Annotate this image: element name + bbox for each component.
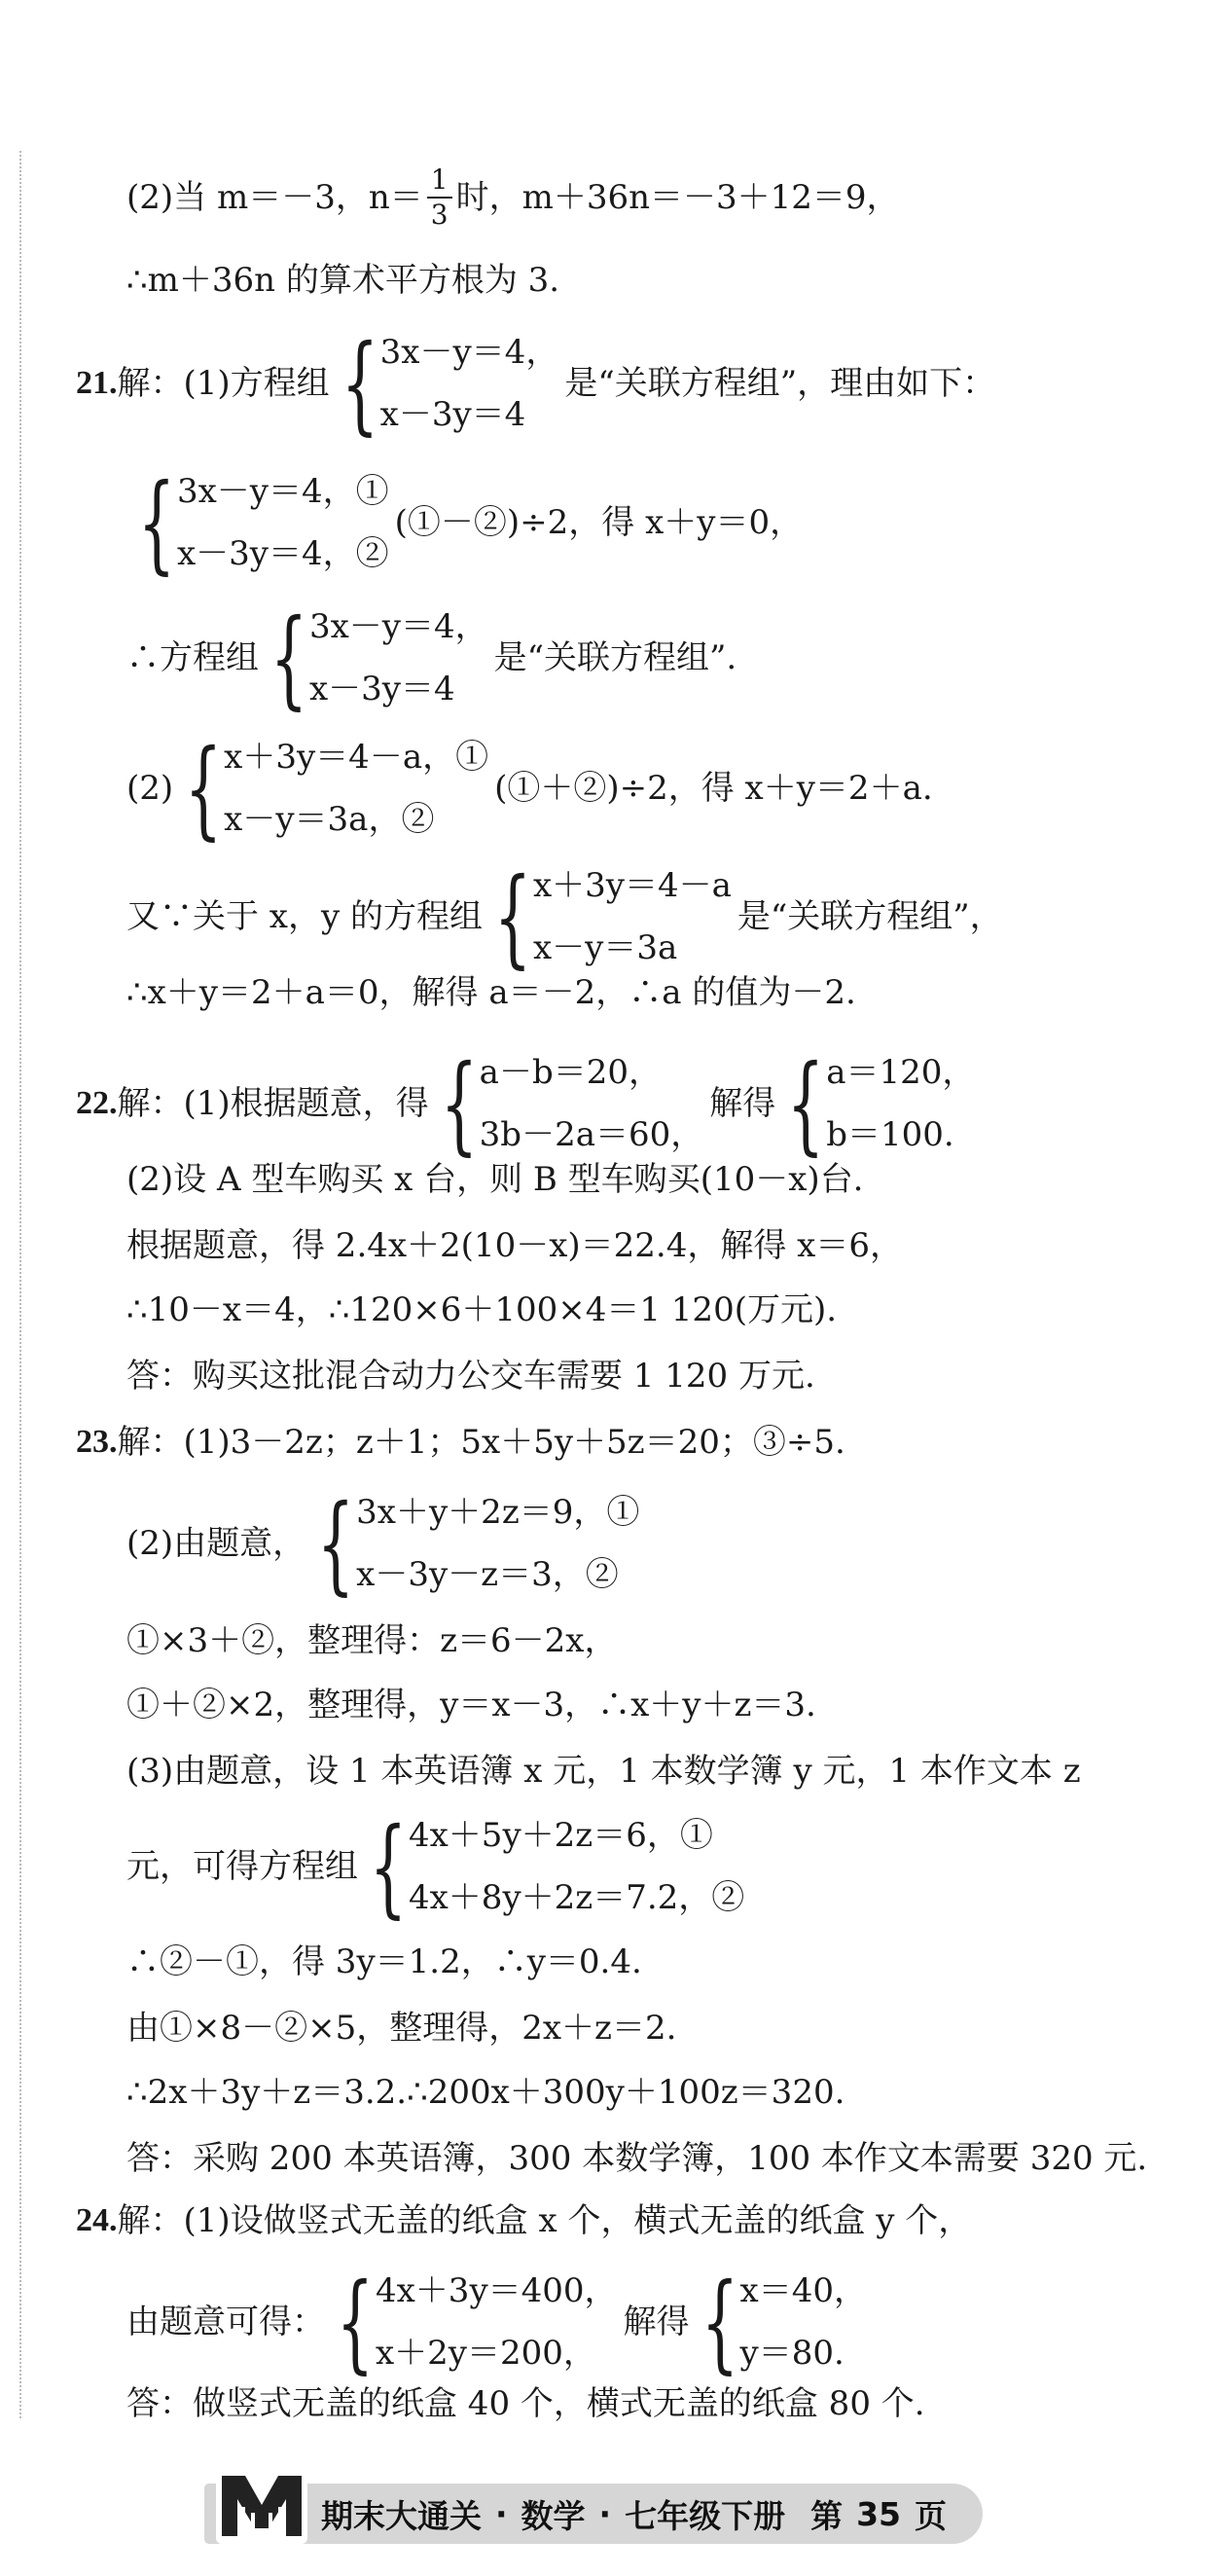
fraction-one-third: $\frac{1}{3}$: [427, 163, 452, 232]
left-brace-icon: {: [316, 1481, 355, 1606]
q21-line-6: ∴x＋y＝2＋a＝0，解得 a＝－2，∴a 的值为－2.: [126, 973, 856, 1012]
q23-line-3: ①×3＋②，整理得：z＝6－2x，: [126, 1621, 618, 1660]
question-number-21: 21.: [76, 365, 118, 401]
equation-system: { 4x＋5y＋2z＝6，① 4x＋8y＋2z＝7.2，②: [369, 1804, 745, 1929]
publisher-logo-icon: [208, 2452, 315, 2550]
q23-line-5: (3)由题意，设 1 本英语簿 x 元，1 本数学簿 y 元，1 本作文本 z: [126, 1752, 1081, 1791]
question-number-24: 24.: [76, 2202, 118, 2238]
q23-line-4: ①＋②×2，整理得，y＝x－3，∴x＋y＋z＝3.: [126, 1686, 816, 1724]
footer-grade: 七年级下册: [625, 2496, 786, 2535]
solution-system: { a＝120， b＝100.: [786, 1041, 976, 1166]
question-number-22: 22.: [76, 1085, 118, 1121]
q22-line-3: 根据题意，得 2.4x＋2(10－x)＝22.4，解得 x＝6，: [126, 1226, 903, 1265]
left-brace-icon: {: [701, 2260, 738, 2384]
q22-line-2: (2)设 A 型车购买 x 台，则 B 型车购买(10－x)台.: [126, 1160, 864, 1199]
footer-book-title: 期末大通关: [321, 2496, 482, 2535]
left-brace-icon: {: [270, 596, 308, 720]
question-number-23: 23.: [76, 1424, 118, 1460]
footer-page-number: 35: [856, 2494, 902, 2533]
q23-line-8: 由①×8－②×5，整理得，2x＋z＝2.: [126, 2009, 677, 2048]
q22-line-1: 22. 解：(1)根据题意，得 { a－b＝20， 3b－2a＝60， 解得 { a＝120， b＝100.: [76, 1041, 976, 1166]
q23-line-6: 元，可得方程组 { 4x＋5y＋2z＝6，① 4x＋8y＋2z＝7.2，②: [126, 1804, 745, 1929]
q21-line-5: 又∵关于 x，y 的方程组 { x＋3y＝4－a x－y＝3a 是“关联方程组”，: [126, 854, 1003, 979]
equation-system: { 3x＋y＋2z＝9，① x－3y－z＝3，②: [316, 1481, 640, 1606]
equation-system: { 3x－y＝4，① x－3y＝4，②: [137, 460, 389, 585]
equation-system: { a－b＝20， 3b－2a＝60，: [440, 1041, 704, 1166]
q21-line-3: ∴方程组 { 3x－y＝4， x－3y＝4 是“关联方程组”.: [126, 596, 737, 720]
equation-system: { x＋3y＝4－a，① x－y＝3a，②: [184, 726, 489, 851]
q24-line-1: 24. 解：(1)设做竖式无盖的纸盒 x 个，横式无盖的纸盒 y 个，: [76, 2201, 972, 2240]
q23-line-9: ∴2x＋3y＋z＝3.2.∴200x＋300y＋100z＝320.: [126, 2073, 845, 2112]
equation-system: { 3x－y＝4， x－3y＝4: [270, 596, 488, 720]
footer-separator: ·: [598, 2494, 612, 2533]
left-brace-icon: {: [184, 726, 223, 851]
q23-line-2: (2)由题意， { 3x＋y＋2z＝9，① x－3y－z＝3，②: [126, 1481, 640, 1606]
q20-line-2: ∴m＋36n 的算术平方根为 3.: [126, 261, 560, 300]
left-brace-icon: {: [786, 1041, 825, 1166]
q21-line-1: 21. 解：(1)方程组 { 3x－y＝4， x－3y＝4 是“关联方程组”，理由如下：: [76, 321, 996, 446]
equation-system: { x＋3y＝4－a x－y＝3a: [493, 854, 732, 979]
equation-system: { 4x＋3y＝400， x＋2y＝200，: [336, 2260, 618, 2384]
left-brace-icon: {: [493, 854, 532, 979]
footer-page-suffix: 页: [915, 2496, 948, 2535]
margin-dotted-rule: [19, 151, 21, 2418]
q21-line-2: { 3x－y＝4，① x－3y＝4，② (①－②)÷2，得 x＋y＝0，: [126, 460, 803, 585]
left-brace-icon: {: [440, 1041, 478, 1166]
equation-system: { 3x－y＝4， x－3y＝4: [341, 321, 559, 446]
left-brace-icon: {: [341, 321, 378, 446]
q22-line-5: 答：购买这批混合动力公交车需要 1 120 万元.: [126, 1357, 815, 1396]
q20-line-1: (2)当 m＝－3，n＝ $\frac{1}{3}$ 时，m＋36n＝－3＋12＝9，: [126, 163, 900, 231]
q21-line-4: (2) { x＋3y＝4－a，① x－y＝3a，② (①＋②)÷2，得 x＋y＝2＋a.: [126, 726, 933, 851]
left-brace-icon: {: [336, 2260, 375, 2384]
q24-line-3: 答：做竖式无盖的纸盒 40 个，横式无盖的纸盒 80 个.: [126, 2384, 925, 2423]
q23-line-10: 答：采购 200 本英语簿，300 本数学簿，100 本作文本需要 320 元.: [126, 2139, 1148, 2178]
page-footer: [204, 2484, 983, 2544]
q22-line-4: ∴10－x＝4，∴120×6＋100×4＝1 120(万元).: [126, 1290, 838, 1329]
solution-system: { x＝40， y＝80.: [701, 2260, 867, 2384]
footer-separator: ·: [495, 2494, 508, 2533]
left-brace-icon: {: [369, 1804, 408, 1929]
footer-subject: 数学: [521, 2496, 586, 2535]
left-brace-icon: {: [137, 460, 176, 585]
q23-line-7: ∴②－①，得 3y＝1.2，∴y＝0.4.: [126, 1942, 642, 1981]
q23-line-1: 23. 解：(1)3－2z；z＋1；5x＋5y＋5z＝20；③÷5.: [76, 1423, 845, 1462]
q24-line-2: 由题意可得： { 4x＋3y＝400， x＋2y＝200， 解得 { x＝40， y＝80.: [126, 2260, 867, 2384]
footer-page-prefix: 第: [810, 2496, 844, 2535]
